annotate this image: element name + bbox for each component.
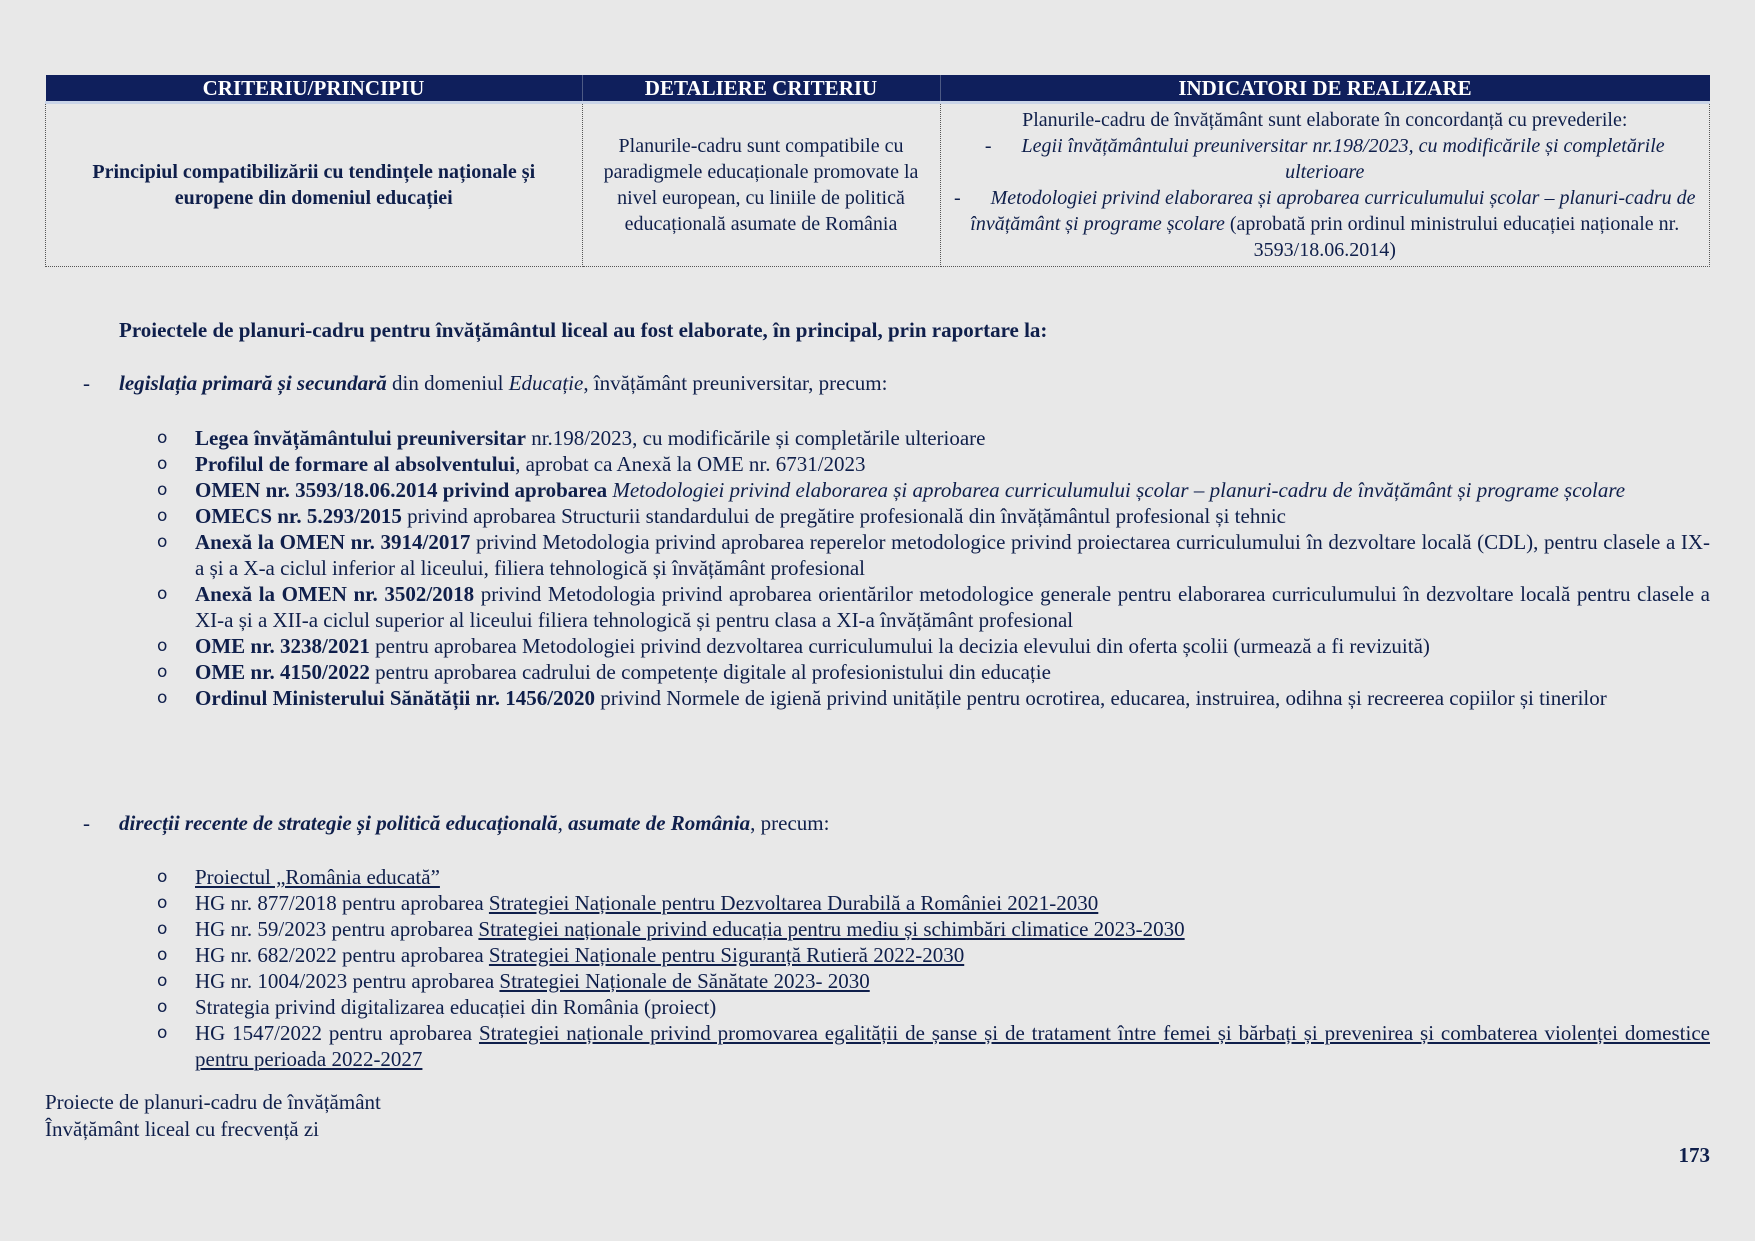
indicator-item bbox=[951, 185, 1700, 263]
item-bold: OME nr. 4150/2022 bbox=[195, 660, 370, 684]
indicator-item bbox=[951, 133, 1700, 185]
intro-paragraph: Proiectele de planuri-cadru pentru învățământul liceal au fost elaborate, în principal, prin raportare la: bbox=[119, 318, 1048, 342]
footer-title: Proiecte de planuri-cadru de învățământ bbox=[45, 1090, 381, 1114]
list-item bbox=[157, 425, 1710, 451]
item-text: HG 1547/2022 pentru aprobarea bbox=[195, 1021, 479, 1045]
item-bold: OMECS nr. 5.293/2015 bbox=[195, 504, 402, 528]
bullet-icon: o bbox=[157, 454, 168, 474]
list-item bbox=[157, 633, 1710, 659]
section-title: legislația primară și secundară bbox=[119, 371, 387, 395]
indicator-text: Legii învățământului preuniversitar nr.198/2023, cu modificările și completările ulterioare bbox=[1021, 135, 1665, 183]
dash-marker: - bbox=[984, 135, 992, 157]
indicators-intro: Planurile-cadru de învățământ sunt elaborate în concordanță cu prevederile: bbox=[1022, 109, 1628, 131]
item-text: privind Normele de igienă privind unitățile pentru ocrotirea, educarea, instruirea, odihna și recreerea copiilor și tinerilor bbox=[595, 686, 1607, 710]
item-italic: Metodologiei privind elaborarea și aprobarea curriculumului școlar – planuri-cadru de învățământ și programe școlare bbox=[607, 478, 1626, 502]
item-bold: OME nr. 3238/2021 bbox=[195, 634, 370, 658]
bullet-icon: o bbox=[157, 971, 168, 991]
list-item bbox=[157, 890, 1710, 916]
legislation-list bbox=[157, 425, 1710, 711]
item-bold: Ordinul Ministerului Sănătății nr. 1456/2020 bbox=[195, 686, 596, 710]
strategy-list bbox=[157, 864, 1710, 1072]
item-text: pentru aprobarea Metodologiei privind dezvoltarea curriculumului la decizia elevului din oferta școlii (urmează a fi revizuită) bbox=[369, 634, 1430, 658]
strategy-link[interactable]: Strategiei Naționale pentru Siguranță Rutieră 2022-2030 bbox=[488, 943, 965, 967]
bullet-icon: o bbox=[157, 662, 168, 682]
list-item bbox=[157, 503, 1710, 529]
indicator-text-plain: (aprobată prin ordinul ministrului educației naționale nr. 3593/18.06.2014) bbox=[1224, 213, 1680, 261]
item-text: HG nr. 682/2022 pentru aprobarea bbox=[195, 943, 489, 967]
list-item bbox=[157, 451, 1710, 477]
header-indicatori: INDICATORI DE REALIZARE bbox=[940, 75, 1710, 103]
item-bold: Profilul de formare al absolventului bbox=[195, 452, 516, 476]
bullet-icon: o bbox=[157, 945, 168, 965]
header-criteriu: CRITERIU/PRINCIPIU bbox=[46, 75, 583, 103]
strategy-link[interactable]: Strategiei naționale privind promovarea egalității de șanse și de tratament între femei și bărbați și prevenirea și combaterea violenței domestice pentru perioada 2022-2027 bbox=[195, 1021, 1710, 1071]
criterion-cell: Principiul compatibilizării cu tendințele naționale și europene din domeniul educației bbox=[46, 103, 583, 267]
item-text: HG nr. 59/2023 pentru aprobarea bbox=[195, 917, 479, 941]
footer-subtitle: Învățământ liceal cu frecvență zi bbox=[45, 1117, 320, 1141]
bullet-icon: o bbox=[157, 584, 168, 604]
list-item bbox=[157, 659, 1710, 685]
item-text: HG nr. 1004/2023 pentru aprobarea bbox=[195, 969, 500, 993]
bullet-icon: o bbox=[157, 532, 168, 552]
bullet-icon: o bbox=[157, 506, 168, 526]
item-text: privind aprobarea Structurii standardului de pregătire profesională din învățământul profesional și tehnic bbox=[401, 504, 1286, 528]
indicators-cell bbox=[940, 103, 1710, 267]
list-item bbox=[157, 529, 1710, 581]
section-title: asumate de România bbox=[568, 811, 751, 835]
bullet-icon: o bbox=[157, 636, 168, 656]
section-title: direcții recente de strategie și politică educațională bbox=[119, 811, 558, 835]
bullet-icon: o bbox=[157, 1023, 168, 1043]
list-item bbox=[157, 916, 1710, 942]
list-item bbox=[157, 477, 1710, 503]
list-item bbox=[157, 685, 1710, 711]
list-item bbox=[157, 581, 1710, 633]
item-bold: Anexă la OMEN nr. 3502/2018 bbox=[195, 582, 475, 606]
section-text: , bbox=[557, 811, 569, 835]
section-text: , învățământ preuniversitar, precum: bbox=[583, 371, 888, 395]
header-detaliere: DETALIERE CRITERIU bbox=[582, 75, 940, 103]
section-legislation bbox=[83, 371, 887, 396]
item-text: HG nr. 877/2018 pentru aprobarea bbox=[195, 891, 489, 915]
strategy-link[interactable]: Strategiei naționale privind educația pentru mediu și schimbări climatice 2023-2030 bbox=[478, 917, 1185, 941]
strategy-link[interactable]: Strategiei Naționale de Sănătate 2023- 2030 bbox=[499, 969, 870, 993]
criteria-table bbox=[45, 75, 1710, 267]
item-text: Strategia privind digitalizarea educației din România (proiect) bbox=[195, 995, 717, 1019]
item-text: nr.198/2023, cu modificările și completările ulterioare bbox=[525, 426, 986, 450]
item-text: , aprobat ca Anexă la OME nr. 6731/2023 bbox=[515, 452, 866, 476]
item-text: privind Metodologia privind aprobarea reperelor metodologice privind proiectarea curriculumului în dezvoltare locală (CDL), pentru clasele a IX-a și a X-a ciclul inferior al liceului, filiera tehnologică și învățământ profesional bbox=[195, 530, 1711, 580]
dash-marker: - bbox=[953, 187, 961, 209]
bullet-icon: o bbox=[157, 688, 168, 708]
indicator-text: Metodologiei privind elaborarea și aprobarea curriculumului școlar – planuri-cadru de învățământ și programe școlare bbox=[970, 187, 1696, 235]
strategy-link[interactable]: Proiectul „România educată” bbox=[195, 865, 440, 889]
list-item bbox=[157, 1020, 1710, 1072]
list-item bbox=[157, 968, 1710, 994]
item-bold: Anexă la OMEN nr. 3914/2017 bbox=[195, 530, 471, 554]
detail-cell: Planurile-cadru sunt compatibile cu paradigmele educaționale promovate la nivel european, cu liniile de politică educațională asumate de România bbox=[582, 103, 940, 267]
list-item bbox=[157, 994, 1710, 1020]
list-item bbox=[157, 942, 1710, 968]
section-text: din domeniul bbox=[386, 371, 509, 395]
section-italic: Educație bbox=[508, 371, 584, 395]
bullet-icon: o bbox=[157, 480, 168, 500]
item-bold: Legea învățământului preuniversitar bbox=[195, 426, 526, 450]
bullet-icon: o bbox=[157, 893, 168, 913]
dash-marker: - bbox=[83, 371, 90, 395]
item-bold: OMEN nr. 3593/18.06.2014 privind aprobarea bbox=[195, 478, 608, 502]
strategy-link[interactable]: Strategiei Naționale pentru Dezvoltarea Durabilă a României 2021-2030 bbox=[488, 891, 1099, 915]
section-strategy bbox=[83, 811, 829, 836]
page-number: 173 bbox=[1678, 1143, 1710, 1167]
bullet-icon: o bbox=[157, 867, 168, 887]
dash-marker: - bbox=[83, 811, 90, 835]
table-header-row bbox=[46, 75, 1710, 103]
bullet-icon: o bbox=[157, 997, 168, 1017]
list-item bbox=[157, 864, 1710, 890]
table-row bbox=[46, 103, 1710, 267]
bullet-icon: o bbox=[157, 428, 168, 448]
bullet-icon: o bbox=[157, 919, 168, 939]
section-text: , precum: bbox=[750, 811, 830, 835]
item-text: pentru aprobarea cadrului de competențe digitale al profesionistului din educație bbox=[369, 660, 1051, 684]
item-text: privind Metodologia privind aprobarea orientărilor metodologice generale pentru elaborarea curriculumului în dezvoltare locală pentru clasele a XI-a și a XII-a ciclul superior al liceului filiera tehnologică și pentru clasa a XI-a învățământ profesional bbox=[195, 582, 1710, 632]
